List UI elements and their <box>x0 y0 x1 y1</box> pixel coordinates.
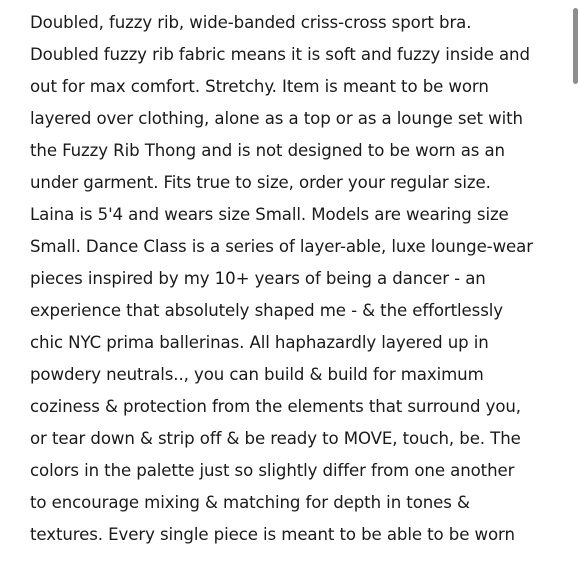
description-line: Doubled fuzzy rib fabric means it is soft and fuzzy inside and <box>30 45 530 64</box>
description-line: Laina is 5'4 and wears size Small. Models are wearing size <box>30 205 509 224</box>
description-line: Small. Dance Class is a series of layer-able, luxe lounge-wear <box>30 237 533 256</box>
description-line: or tear down & strip off & be ready to MOVE, touch, be. The <box>30 429 521 448</box>
description-line: pieces inspired by my 10+ years of being a dancer - an <box>30 269 486 288</box>
product-description <box>30 0 570 551</box>
scrollbar-thumb[interactable] <box>573 8 578 84</box>
scrollbar[interactable] <box>570 0 580 580</box>
description-line: out for max comfort. Stretchy. Item is meant to be worn <box>30 77 489 96</box>
description-line: to encourage mixing & matching for depth in tones & <box>30 493 470 512</box>
description-line: layered over clothing, alone as a top or as a lounge set with <box>30 109 523 128</box>
description-line: under garment. Fits true to size, order your regular size. <box>30 173 491 192</box>
description-line: experience that absolutely shaped me - & the effortlessly <box>30 301 503 320</box>
description-line: powdery neutrals.., you can build & build for maximum <box>30 365 484 384</box>
description-line: colors in the palette just so slightly differ from one another <box>30 461 515 480</box>
description-line: chic NYC prima ballerinas. All haphazardly layered up in <box>30 333 489 352</box>
description-line: Doubled, fuzzy rib, wide-banded criss-cross sport bra. <box>30 13 472 32</box>
description-line: coziness & protection from the elements that surround you, <box>30 397 521 416</box>
description-line: the Fuzzy Rib Thong and is not designed to be worn as an <box>30 141 505 160</box>
description-line: textures. Every single piece is meant to be able to be worn <box>30 525 515 544</box>
